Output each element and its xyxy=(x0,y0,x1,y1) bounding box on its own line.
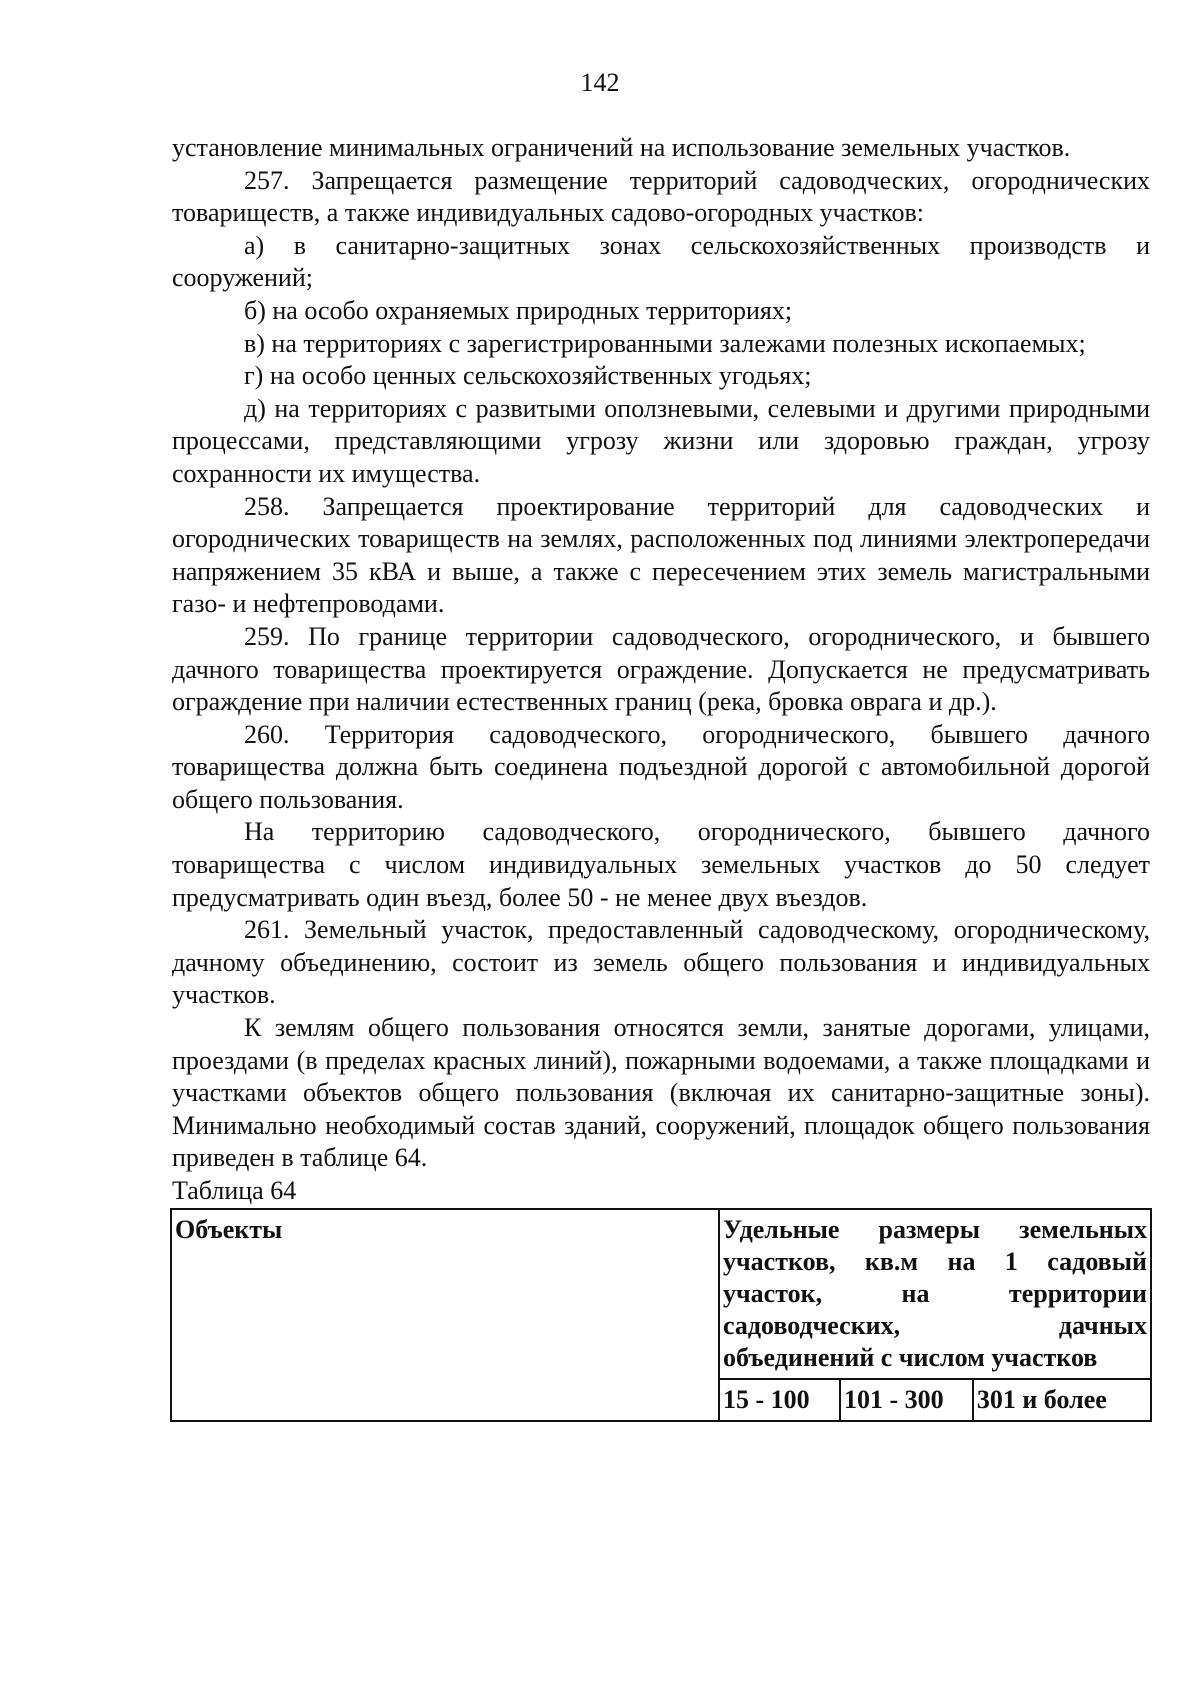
table-header-sizes: Удельные размеры земельных участков, кв.м на 1 садовый участок, на территории садоводческих, дачных объединений с числом участков xyxy=(719,1209,1151,1379)
paragraph-5: г) на особо ценных сельскохозяйственных угодьях; xyxy=(244,361,812,391)
document-body xyxy=(172,132,1150,1422)
table-subheader-301-plus: 301 и более xyxy=(973,1379,1151,1421)
paragraph-1: 257. Запрещается размещение территорий садоводческих, огороднических товариществ, а также индивидуальных садово-огородных участков: xyxy=(172,165,1150,228)
paragraph-10: На территорию садоводческого, огороднического, бывшего дачного товарищества с числом индивидуальных земельных участков до 50 следует предусматривать один въезд, более 50 - не менее двух въездов. xyxy=(172,817,1150,912)
paragraph-11: 261. Земельный участок, предоставленный садоводческому, огородническому, дачному объединению, состоит из земель общего пользования и индивидуальных участков. xyxy=(172,915,1150,1010)
paragraph-3: б) на особо охраняемых природных территориях; xyxy=(244,295,793,325)
table-caption: Таблица 64 xyxy=(172,1176,297,1205)
table-header-row xyxy=(171,1209,1151,1379)
paragraph-9: 260. Территория садоводческого, огороднического, бывшего дачного товарищества должна быть соединена подъездной дорогой с автомобильной дорогой общего пользования. xyxy=(172,719,1150,814)
table-64 xyxy=(170,1208,1152,1422)
page-number: 142 xyxy=(580,68,620,97)
paragraph-8: 259. По границе территории садоводческого, огороднического, и бывшего дачного товарищества проектируется ограждение. Допускается не предусматривать ограждение при наличии естественных границ (река, бровка оврага и др.). xyxy=(172,621,1150,717)
paragraph-2: а) в санитарно-защитных зонах сельскохозяйственных производств и сооружений; xyxy=(172,230,1150,293)
table-subheader-101-300: 101 - 300 xyxy=(840,1379,973,1421)
paragraph-4: в) на территориях с зарегистрированными залежами полезных ископаемых; xyxy=(244,328,1086,358)
table-header-objects: Объекты xyxy=(171,1209,719,1421)
table-subheader-15-100: 15 - 100 xyxy=(719,1379,840,1421)
paragraph-6: д) на территориях с развитыми оползневыми, селевыми и другими природными процессами, представляющими угрозу жизни или здоровью граждан, угрозу сохранности их имущества. xyxy=(172,393,1150,488)
paragraph-7: 258. Запрещается проектирование территорий для садоводческих и огороднических товариществ на землях, расположенных под линиями электропередачи напряжением 35 кВА и выше, а также с пересечением этих земель магистральными газо- и нефтепроводами. xyxy=(172,491,1150,619)
paragraph-0: установление минимальных ограничений на использование земельных участков. xyxy=(172,133,1071,162)
paragraph-12: К землям общего пользования относятся земли, занятые дорогами, улицами, проездами (в пределах красных линий), пожарными водоемами, а также площадками и участками объектов общего пользования (включая их санитарно-защитные зоны). Минимально необходимый состав зданий, сооружений, площадок общего пользования приведен в таблице 64. xyxy=(172,1013,1150,1173)
